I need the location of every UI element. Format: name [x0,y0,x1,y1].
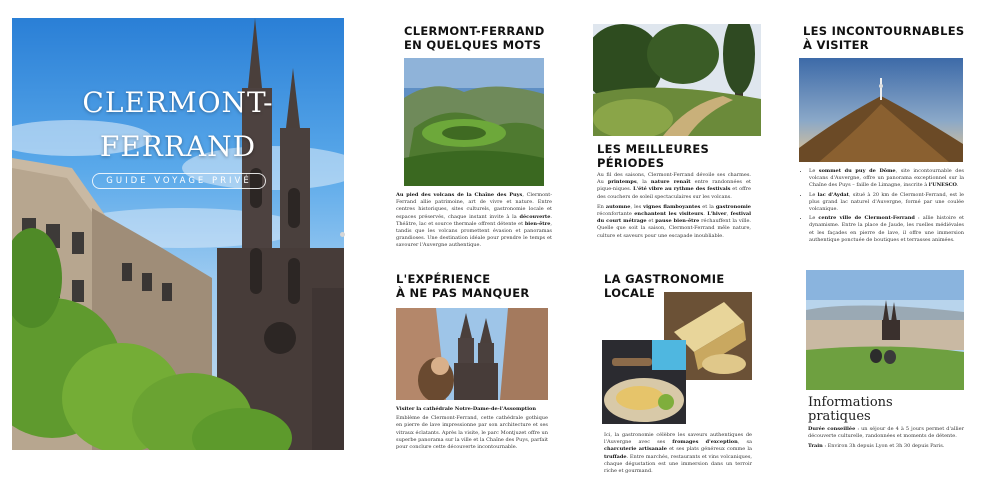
emphasis-text: automne [605,203,631,210]
experience-text [396,406,548,451]
emphasis-text: L'été vibre au rythme des festivals [633,186,731,193]
quelques-mots-text [396,192,552,250]
body-text: . Théâtre, lac et source thermale offrent détente et [396,213,552,227]
body-text: Le [809,168,819,174]
duree-text: : un séjour de 4 à 5 jours permet d'allier découverte culturelle, randonnées et moments de détente. [808,426,964,440]
body-text: , Clermont-Ferrand allie patrimoine, art de vivre et nature. Entre centres historiques, sites culturels, gastronomie locale et espaces préservés, chaque instant invite à la [396,192,553,220]
emphasis-text: gastronomie [715,203,751,210]
cover-title-line2: FERRAND [99,130,257,163]
informations-title-line2: pratiques [808,409,871,424]
incontournables-list [800,168,964,244]
body-text: . [956,182,959,189]
experience-title-line1: L'EXPÉRIENCE [396,272,491,286]
periodes-title-line2: PÉRIODES [597,156,665,170]
cover-title-line1: CLERMONT- [82,86,274,119]
volcano-photo [404,58,544,186]
cover-page [12,18,344,450]
emphasis-text: l'UNESCO [928,182,957,189]
emphasis-text: truffade [604,453,627,460]
body-text: Le [809,191,818,198]
periodes-title-line1: LES MEILLEURES [597,142,710,156]
body-text: et la [700,203,716,210]
emphasis-text: printemps [607,179,637,186]
body-text: . [703,211,708,218]
incontournable-item [809,192,964,214]
body-text: et [646,218,656,225]
body-text: , les [630,203,644,210]
body-text: , la [636,179,651,186]
body-text: réchauffent la ville. Quelle que soit la saison, Clermont-Ferrand mêle nature, culture et saveurs pour une escapade inoubliable. [597,218,751,239]
truffade-photo [602,340,686,424]
emphasis-text: festival du court métrage [597,211,751,225]
emphasis-text: centre ville de Clermont-Ferrand [818,215,915,222]
incontournables-title-line1: LES INCONTOURNABLES [803,24,965,38]
train-line [808,443,964,450]
emphasis-text: vignes flamboyantes [643,203,701,210]
gastronomie-title-line2: LOCALE [604,286,656,300]
duree-line [808,426,964,440]
body-text: , tandis que les volcans promettent évasion et panoramas grandioses. Une destination idéale pour prendre le temps et savourer l'Auvergne authentique. [396,220,552,249]
cover-photo [12,18,344,450]
train-text: : Environ 3h depuis Lyon et 3h 30 depuis Paris. [822,443,945,450]
experience-title-line2: À NE PAS MANQUER [396,286,530,300]
incontournables-heading [803,24,973,52]
periodes-paragraph-2 [597,204,751,240]
page-edge-dot [340,232,345,237]
city-view-photo [806,270,964,390]
body-text: En [597,203,606,210]
emphasis-text: enchantent les visiteurs [634,211,704,218]
body-text: et offre des couchers de soleil spectaculaires sur les volcans. [597,186,752,200]
body-text: : allie histoire et dynamisme. Entre la place de Jaude, les ruelles médiévales et les façades en pierre de lave, il offre une immersion authentique ponctuée de boutiques et terrasses animées. [809,215,964,243]
body-text: , sa [737,439,752,446]
body-text: Au fil des saisons, Clermont-Ferrand dévoile ses charmes. Au [597,172,751,186]
quelques-mots-title-line2: EN QUELQUES MOTS [404,38,542,52]
gastronomie-text [604,432,752,475]
body-text: . Entre marchés, restaurants et vins volcaniques, chaque dégustation est une immersion dans un terroir riche et gourmand. [604,453,752,475]
body-text: Le [809,215,819,222]
emphasis-text: sommet du puy de Dôme [818,168,896,174]
body-text: , situé à 20 km de Clermont-Ferrand, est le plus grand lac naturel d'Auvergne, formé par une coulée volcanique. [809,191,964,213]
periodes-heading [597,142,757,170]
body-text: , site incontournable des volcans d'Auvergne, offre un panorama exceptionnel sur la Chaîne des Puys – faille de Limagne, inscrite à [809,168,964,189]
quelques-mots-heading [404,24,564,52]
informations-title-line1: Informations [808,395,893,410]
emphasis-text: charcuterie artisanale [604,446,667,453]
informations-heading [808,396,958,424]
cover-subtitle: GUIDE VOYAGE PRIVÉ [92,173,266,189]
incontournable-item [809,168,964,190]
incontournable-item [809,215,964,244]
body-text: , [726,211,731,218]
experience-heading [396,272,566,300]
emphasis-text: fromages d'exception [672,439,738,446]
cathedral-street-photo [396,308,548,400]
emphasis-text: lac d'Aydat [817,191,849,198]
body-text: entre randonnées et pique-niques. [597,179,751,193]
emphasis-text: pause bien-être [655,218,700,225]
emphasis-text: découverte [519,213,551,220]
path-photo [593,24,761,136]
emphasis-text: Au pied des volcans de la Chaîne des Puys [396,192,523,198]
duree-label: Durée conseillée [808,426,856,432]
puy-de-dome-photo [799,58,963,162]
experience-body: Emblème de Clermont-Ferrand, cette cathédrale gothique en pierre de lave impressionne par son architecture et ses vitraux éclatants. Après la visite, le parc Montjuzet offre un superbe panorama sur la ville et la Chaîne des Puys, parfait pour conclure cette découverte incontournable. [396,415,548,451]
experience-subtitle: Visiter la cathédrale Notre-Dame-de-l'Assomption [396,406,536,412]
periodes-text [597,172,751,240]
incontournables-title-line2: À VISITER [803,38,869,52]
periodes-paragraph-1 [597,172,751,201]
body-text: et ses plats généreux comme la [666,446,752,453]
incontournables-text [800,168,964,246]
emphasis-text: nature renaît [650,179,691,186]
informations-text [808,426,964,451]
gastronomie-title-line1: LA GASTRONOMIE [604,272,725,286]
quelques-mots-title-line1: CLERMONT-FERRAND [404,24,545,38]
emphasis-text: bien-être [524,220,551,227]
train-label: Train [808,443,823,450]
body-text: Ici, la gastronomie célèbre les saveurs authentiques de l'Auvergne avec ses [604,432,752,446]
body-text: réconfortante [597,211,635,218]
emphasis-text: L'hiver [707,211,727,218]
